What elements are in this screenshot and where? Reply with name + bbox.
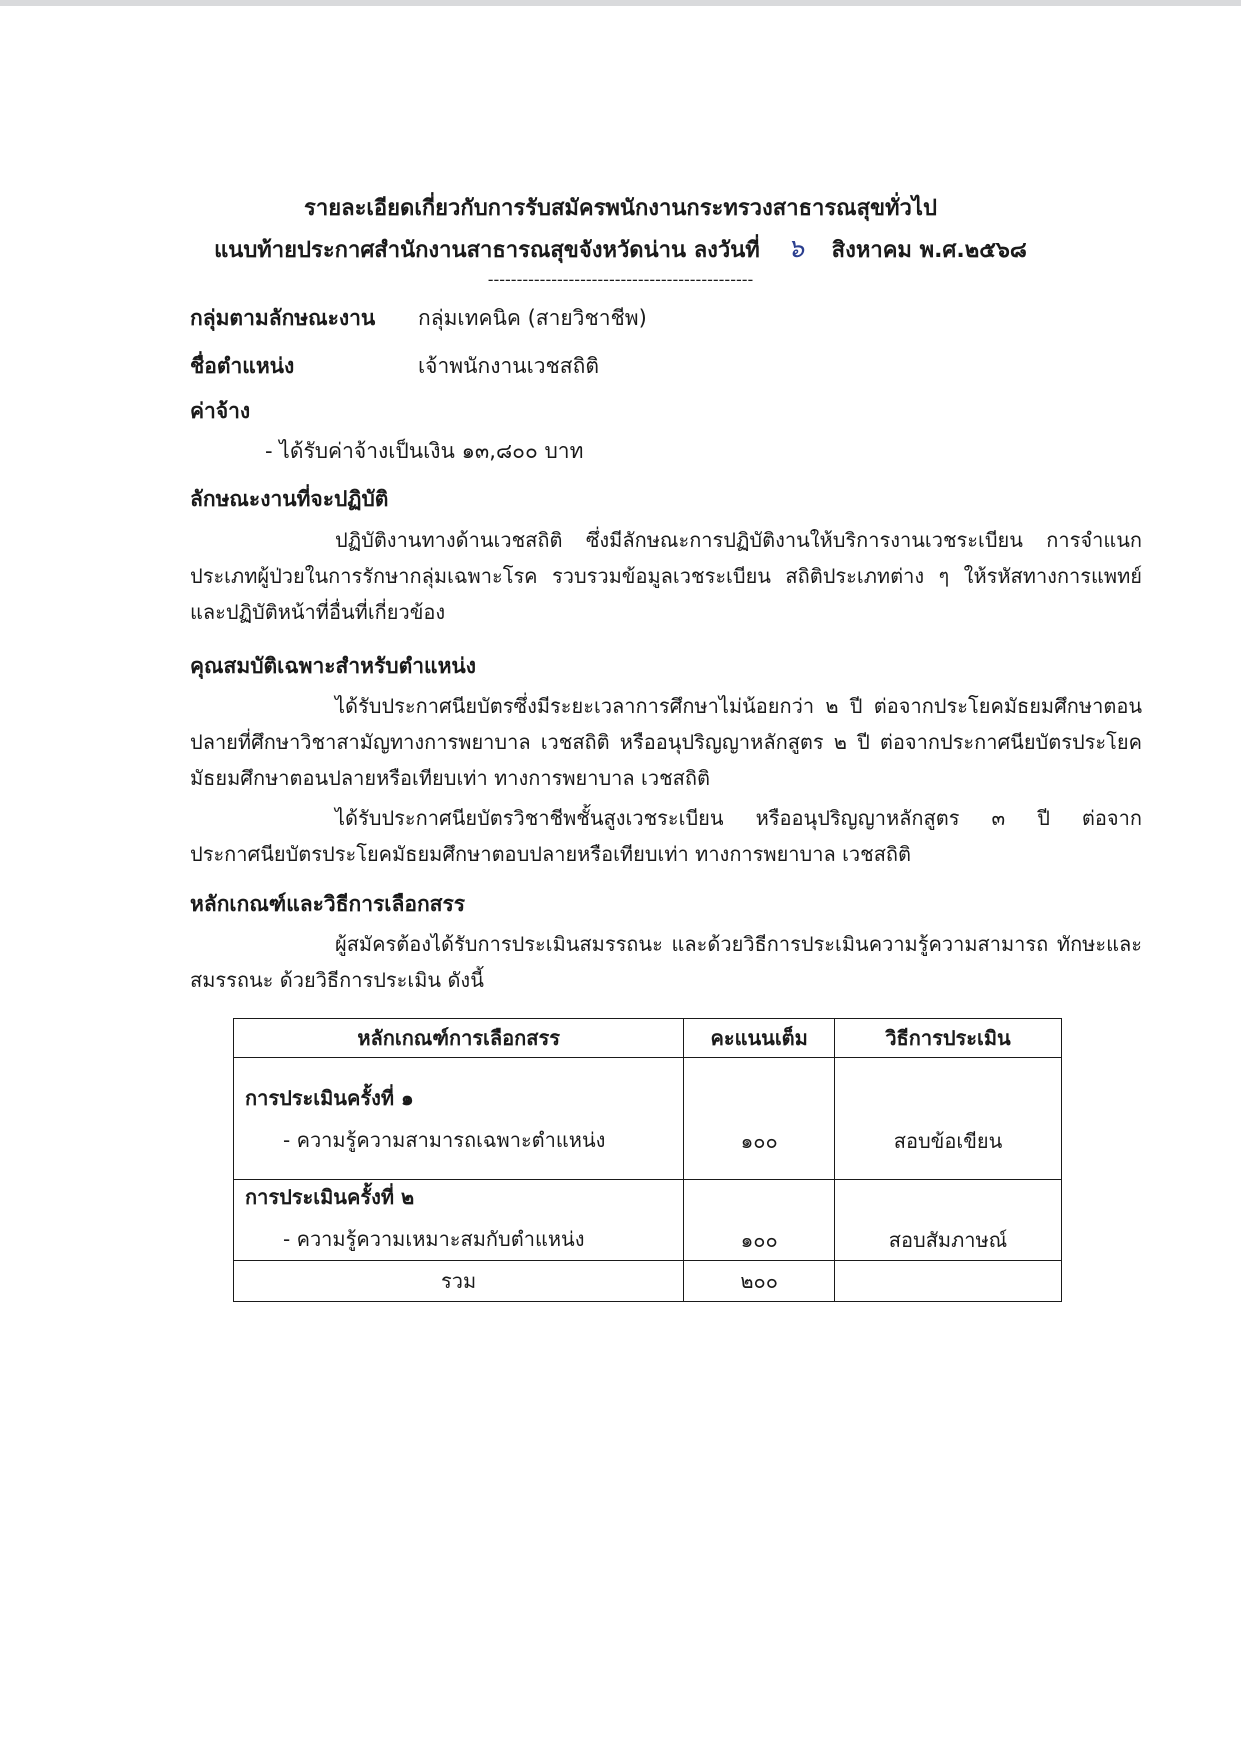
total-score: ๒๐๐ <box>684 1261 835 1302</box>
handwritten-day: ๖ <box>787 234 804 264</box>
selection-text <box>190 926 1142 998</box>
table-row <box>234 1058 1062 1180</box>
subtitle-prefix: แนบท้ายประกาศสำนักงานสาธารณสุขจังหวัดน่าน ลงวันที่ <box>214 238 760 263</box>
score-cell: ๑๐๐ <box>684 1180 835 1261</box>
table-header-row <box>234 1019 1062 1058</box>
header-criteria: หลักเกณฑ์การเลือกสรร <box>234 1019 684 1058</box>
position-label: ชื่อตำแหน่ง <box>190 354 295 378</box>
group-label: กลุ่มตามลักษณะงาน <box>190 306 376 330</box>
qualifications-text-1-content: ได้รับประกาศนียบัตรซึ่งมีระยะเวลาการศึกษาไม่น้อยกว่า ๒ ปี ต่อจากประโยคมัธยมศึกษาตอนปลายที่ศึกษาวิชาสามัญทางการพยาบาล เวชสถิติ หรืออนุปริญญาหลักสูตร ๒ ปี ต่อจากประกาศนียบัตรประโยคมัธยมศึกษาตอนปลายหรือเทียบเท่า ทางการพยาบาล เวชสถิติ <box>190 694 1142 790</box>
stage-title: การประเมินครั้งที่ ๑ <box>245 1086 414 1110</box>
stage-title: การประเมินครั้งที่ ๒ <box>245 1185 415 1209</box>
duties-heading: ลักษณะงานที่จะปฏิบัติ <box>190 487 389 511</box>
score-cell: ๑๐๐ <box>684 1058 835 1180</box>
stage-item: - ความรู้ความสามารถเฉพาะตำแหน่ง <box>283 1128 606 1152</box>
method-cell: สอบข้อเขียน <box>835 1058 1062 1180</box>
document-title: รายละเอียดเกี่ยวกับการรับสมัครพนักงานกระทรวงสาธารณสุขทั่วไป <box>304 196 937 221</box>
document-subtitle <box>0 228 1241 269</box>
selection-text-content: ผู้สมัครต้องได้รับการประเมินสมรรถนะ และด้วยวิธีการประเมินความรู้ความสามารถ ทักษะและสมรรถนะ ด้วยวิธีการประเมิน ดังนี้ <box>190 932 1142 992</box>
criteria-cell <box>234 1180 684 1261</box>
method-cell: สอบสัมภาษณ์ <box>835 1180 1062 1261</box>
criteria-table <box>233 1018 1062 1302</box>
stage-item: - ความรู้ความเหมาะสมกับตำแหน่ง <box>283 1227 585 1251</box>
duties-text-content: ปฏิบัติงานทางด้านเวชสถิติ ซึ่งมีลักษณะการปฏิบัติงานให้บริการงานเวชระเบียน การจำแนกประเภทผู้ป่วยในการรักษากลุ่มเฉพาะโรค รวบรวมข้อมูลเวชระเบียน สถิติประเภทต่าง ๆ ให้รหัสทางการแพทย์และปฏิบัติหน้าที่อื่นที่เกี่ยวข้อง <box>190 528 1142 624</box>
scan-top-edge <box>0 0 1241 6</box>
wage-value: - ได้รับค่าจ้างเป็นเงิน ๑๓,๘๐๐ บาท <box>265 439 584 463</box>
position-value: เจ้าพนักงานเวชสถิติ <box>418 354 599 378</box>
table-row <box>234 1180 1062 1261</box>
group-value: กลุ่มเทคนิค (สายวิชาชีพ) <box>418 306 647 330</box>
qualifications-text-1 <box>190 688 1142 796</box>
total-row <box>234 1261 1062 1302</box>
qualifications-heading: คุณสมบัติเฉพาะสำหรับตำแหน่ง <box>190 654 477 678</box>
title-separator: ---------------------------------------------- <box>487 270 754 289</box>
subtitle-suffix: สิงหาคม พ.ศ.๒๕๖๘ <box>831 238 1027 263</box>
total-method-empty <box>835 1261 1062 1302</box>
qualifications-text-2-content: ได้รับประกาศนียบัตรวิชาชีพชั้นสูงเวชระเบียน หรืออนุปริญญาหลักสูตร ๓ ปี ต่อจากประกาศนียบัตรประโยคมัธยมศึกษาตอบปลายหรือเทียบเท่า ทางการพยาบาล เวชสถิติ <box>190 806 1142 866</box>
criteria-cell <box>234 1058 684 1180</box>
header-method: วิธีการประเมิน <box>835 1019 1062 1058</box>
header-full-score: คะแนนเต็ม <box>684 1019 835 1058</box>
total-label: รวม <box>234 1261 684 1302</box>
duties-text <box>190 522 1142 630</box>
wage-label: ค่าจ้าง <box>190 399 251 423</box>
qualifications-text-2 <box>190 800 1142 872</box>
selection-heading: หลักเกณฑ์และวิธีการเลือกสรร <box>190 892 466 916</box>
